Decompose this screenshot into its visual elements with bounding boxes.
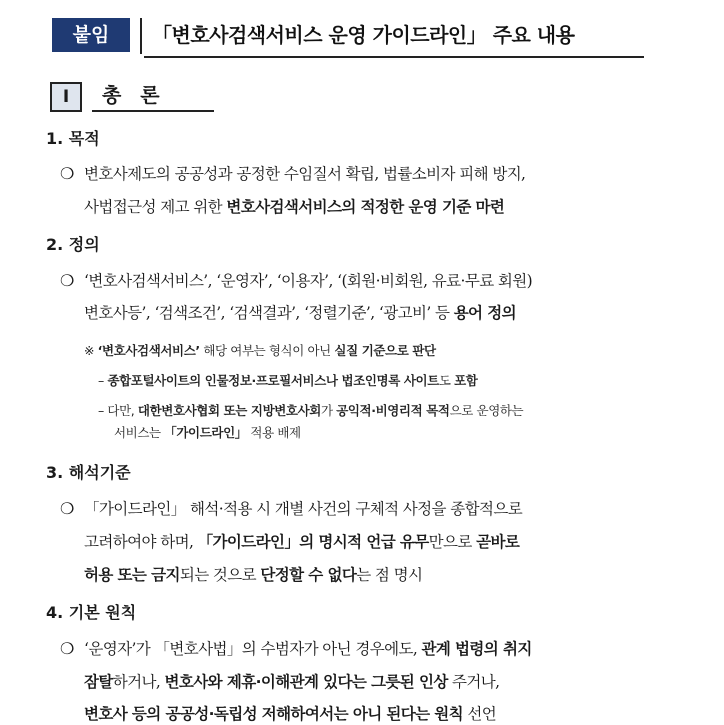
text-run: ‘변호사검색서비스’, ‘운영자’, ‘이용자’, ‘(회원·비회원, 유료·무료 회원) bbox=[84, 272, 533, 290]
section-heading: 3. 해석기준 bbox=[46, 463, 131, 482]
bullet-icon: ❍ bbox=[60, 499, 75, 518]
bold-text: 변호사 등의 공공성·독립성 저해하여서는 아니 된다는 원칙 bbox=[84, 705, 464, 723]
text-run: 가 bbox=[320, 403, 337, 418]
text-run: 고려하여야 하며, bbox=[84, 533, 198, 551]
bold-text: 변호사와 제휴·이해관계 있다는 그릇된 인상 bbox=[164, 673, 448, 691]
bold-text: 단정할 수 없다 bbox=[260, 566, 357, 584]
bullet-icon: ❍ bbox=[60, 639, 75, 658]
body-line bbox=[84, 498, 522, 520]
body-line bbox=[84, 671, 500, 693]
section-heading: 4. 기본 원칙 bbox=[46, 603, 137, 622]
text-run: 서비스는 bbox=[114, 425, 165, 440]
document-header bbox=[48, 12, 644, 58]
body-line bbox=[84, 703, 496, 725]
document-title: 「변호사검색서비스 운영 가이드라인」 주요 내용 bbox=[152, 23, 575, 47]
bullet-icon: ❍ bbox=[60, 271, 75, 290]
bold-text: ‘변호사검색서비스’ bbox=[97, 343, 200, 358]
text-run: ※ bbox=[84, 343, 98, 358]
header-underline bbox=[144, 56, 644, 58]
text-run: 사법접근성 제고 위한 bbox=[84, 198, 227, 216]
body-line bbox=[84, 302, 516, 324]
body-line bbox=[84, 163, 525, 185]
section-heading: 1. 목적 bbox=[46, 129, 100, 148]
section-heading: 2. 정의 bbox=[46, 235, 100, 254]
bold-text: 용어 정의 bbox=[453, 304, 516, 322]
text-run: 주거나, bbox=[447, 673, 500, 691]
bold-text: 종합포털사이트의 인물정보·프로필서비스나 법조인명록 사이트 bbox=[107, 373, 439, 388]
bullet-icon: ❍ bbox=[60, 164, 75, 183]
note-line bbox=[84, 342, 436, 360]
bold-text: 곧바로 bbox=[476, 533, 520, 551]
text-run: 으로 운영하는 bbox=[449, 403, 524, 418]
note-line bbox=[98, 372, 477, 390]
text-run: – bbox=[98, 373, 108, 388]
text-run: 하거나, bbox=[112, 673, 165, 691]
text-run: 「가이드라인」 해석·적용 시 개별 사건의 구체적 사정을 종합적으로 bbox=[84, 500, 523, 518]
text-run: 선언 bbox=[463, 705, 497, 723]
bold-text: 「가이드라인」 bbox=[164, 425, 247, 440]
bold-text: 관계 법령의 취지 bbox=[421, 640, 532, 658]
chapter-numeral: I bbox=[50, 82, 82, 112]
bold-text: 허용 또는 금지 bbox=[84, 566, 180, 584]
text-run: 변호사제도의 공공성과 공정한 수임질서 확립, 법률소비자 피해 방지, bbox=[84, 165, 526, 183]
bold-text: 변호사검색서비스의 적정한 운영 기준 마련 bbox=[226, 198, 505, 216]
bold-text: 잠탈 bbox=[84, 673, 113, 691]
bold-text: 실질 기준으로 판단 bbox=[334, 343, 436, 358]
text-run: 되는 것으로 bbox=[179, 566, 261, 584]
bold-text: 대한변호사협회 또는 지방변호사회 bbox=[137, 403, 321, 418]
text-run: 도 bbox=[438, 373, 455, 388]
bold-text: 포함 bbox=[454, 373, 478, 388]
body-line bbox=[84, 196, 504, 218]
text-run: 적용 배제 bbox=[246, 425, 301, 440]
chapter-title: 총 론 bbox=[102, 83, 166, 107]
note-line bbox=[98, 402, 523, 420]
body-line bbox=[84, 531, 519, 553]
chapter-underline bbox=[92, 110, 214, 112]
body-line bbox=[84, 638, 532, 660]
body-line bbox=[84, 564, 422, 586]
bold-text: 공익적·비영리적 목적 bbox=[336, 403, 450, 418]
bold-text: 「가이드라인」의 명시적 언급 유무 bbox=[197, 533, 429, 551]
text-run: 만으로 bbox=[428, 533, 477, 551]
text-run: 변호사등’, ‘검색조건’, ‘검색결과’, ‘정렬기준’, ‘광고비’ 등 bbox=[84, 304, 454, 322]
text-run: 해당 여부는 형식이 아닌 bbox=[199, 343, 335, 358]
text-run: ‘운영자’가 「변호사법」의 수범자가 아닌 경우에도, bbox=[84, 640, 422, 658]
text-run: 는 점 명시 bbox=[356, 566, 423, 584]
note-line bbox=[114, 424, 301, 442]
text-run: – 다만, bbox=[98, 403, 138, 418]
header-divider bbox=[140, 18, 142, 54]
body-line bbox=[84, 270, 532, 292]
attachment-badge: 붙임 bbox=[52, 18, 130, 52]
